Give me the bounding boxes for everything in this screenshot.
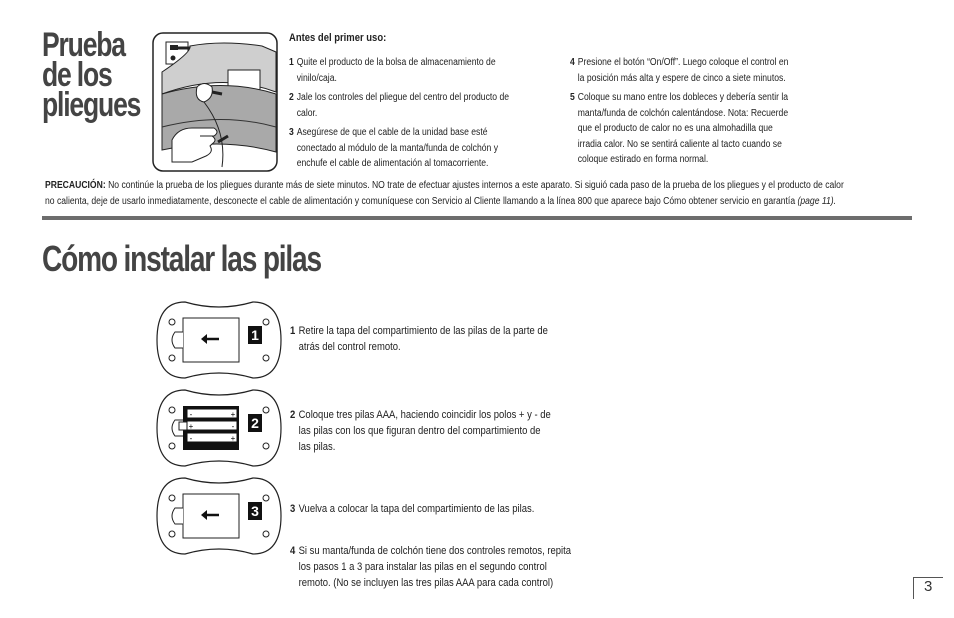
first-use-heading: Antes del primer uso: (289, 32, 387, 44)
step-line: que el producto de calor no es una almohadilla que (577, 123, 773, 134)
title-line: pliegues (42, 86, 141, 124)
step-number: 4 (570, 57, 575, 68)
instruction-step (570, 90, 819, 168)
install-step (290, 543, 608, 595)
remote-back-illustration-1 (155, 300, 283, 380)
install-step (290, 323, 608, 359)
remote-back-illustration-3 (155, 476, 283, 556)
step-badge-label: 2 (251, 415, 259, 431)
page-number: 3 (924, 578, 933, 595)
step-line: Quite el producto de la bolsa de almacenamiento de (296, 57, 496, 68)
step-line: las pilas. (298, 441, 336, 453)
step-line: conectado al módulo de la manta/funda de colchón y (296, 142, 499, 154)
caution-line (45, 178, 905, 194)
step-line: Coloque su mano entre los dobleces y debería sentir la (577, 92, 789, 103)
step-line: calor. (296, 107, 318, 119)
step-text (297, 55, 539, 86)
section-title-install-batteries: Cómo instalar las pilas (42, 238, 321, 279)
battery-pole: - (231, 422, 235, 431)
step-line: remoto. (No se incluyen las tres pilas AAA para cada control) (298, 577, 554, 589)
title-line: de los (42, 56, 112, 94)
step-number: 3 (289, 127, 294, 138)
install-step (290, 407, 608, 459)
step-badge-label: 3 (251, 503, 259, 519)
install-step (290, 501, 608, 521)
battery-pole: - (189, 434, 193, 443)
step-line: Vuelva a colocar la tapa del compartimiento de las pilas. (298, 503, 535, 515)
fold-test-steps-right (570, 55, 819, 172)
step-text (299, 323, 609, 355)
step-line: los pasos 1 a 3 para instalar las pilas en el segundo control (298, 561, 547, 573)
step-line: enchufe el cable de alimentación al tomacorriente. (296, 158, 489, 169)
page-reference: (page 11). (797, 196, 837, 207)
step-number: 5 (570, 92, 575, 103)
battery-pole: + (188, 422, 194, 431)
step-line: la posición más alta y espere de cinco a siete minutos. (577, 72, 786, 84)
step-number: 2 (290, 409, 296, 421)
instruction-step (289, 90, 538, 121)
step-number: 2 (289, 92, 294, 103)
step-text (297, 90, 539, 121)
step-text (299, 407, 609, 455)
step-number: 4 (290, 545, 296, 557)
remote-back-illustration-2 (155, 388, 283, 468)
step-text (297, 125, 539, 172)
instruction-step (289, 55, 538, 86)
instruction-step (289, 125, 538, 172)
step-number: 1 (290, 325, 296, 337)
step-line: Retire la tapa del compartimiento de las pilas de la parte de (298, 325, 548, 337)
step-line: Jale los controles del pliegue del centro del producto de (296, 92, 510, 103)
step-text (578, 90, 820, 168)
section-divider (42, 216, 912, 220)
step-text (299, 501, 609, 517)
caution-label: PRECAUCIÓN: (45, 180, 106, 191)
step-line: irradia calor. No se sentirá caliente al tacto cuando se (577, 138, 782, 150)
caution-text: no calienta, deje de usarlo inmediatamente, desconecte el cable de alimentación y comuníquese con Servicio al Cliente llamando a la línea 800 que aparece bajo Cómo obtener servicio en garantía (45, 196, 796, 207)
battery (187, 409, 237, 418)
caution-line (45, 194, 905, 210)
caution-notice (45, 178, 905, 210)
step-text (578, 55, 820, 86)
page-number-rule (913, 577, 914, 599)
battery-pole: - (189, 410, 193, 419)
step-number: 3 (290, 503, 296, 515)
step-number: 1 (289, 57, 294, 68)
battery-pole: + (230, 434, 236, 443)
step-line: vinilo/caja. (296, 72, 337, 84)
fold-test-illustration (152, 32, 278, 172)
step-text (299, 543, 609, 591)
step-line: Si su manta/funda de colchón tiene dos controles remotos, repita (298, 545, 572, 557)
title-line: Prueba (42, 26, 125, 64)
battery (187, 433, 237, 442)
step-line: Asegúrese de que el cable de la unidad base esté (296, 127, 488, 138)
step-line: atrás del control remoto. (298, 341, 401, 353)
section-title-fold-test (42, 26, 141, 124)
step-line: las pilas con los que figuran dentro del compartimiento de (298, 425, 541, 437)
fold-test-steps-left (289, 55, 538, 176)
step-line: Presione el botón “On/Off”. Luego coloque el control en (577, 57, 789, 68)
instruction-step (570, 55, 819, 86)
step-badge-label: 1 (251, 327, 259, 343)
step-line: coloque estirado en forma normal. (577, 154, 709, 165)
caution-text: No continúe la prueba de los pliegues durante más de siete minutos. NO trate de efectuar ajustes internos a este aparato. Si siguió cada paso de la prueba de los pliegues y el producto de calor (108, 180, 844, 191)
battery-pole: + (230, 410, 236, 419)
step-line: manta/funda de colchón calentándose. Nota: Recuerde (577, 107, 789, 119)
battery (187, 421, 237, 430)
step-line: Coloque tres pilas AAA, haciendo coincidir los polos + y - de (298, 409, 551, 421)
